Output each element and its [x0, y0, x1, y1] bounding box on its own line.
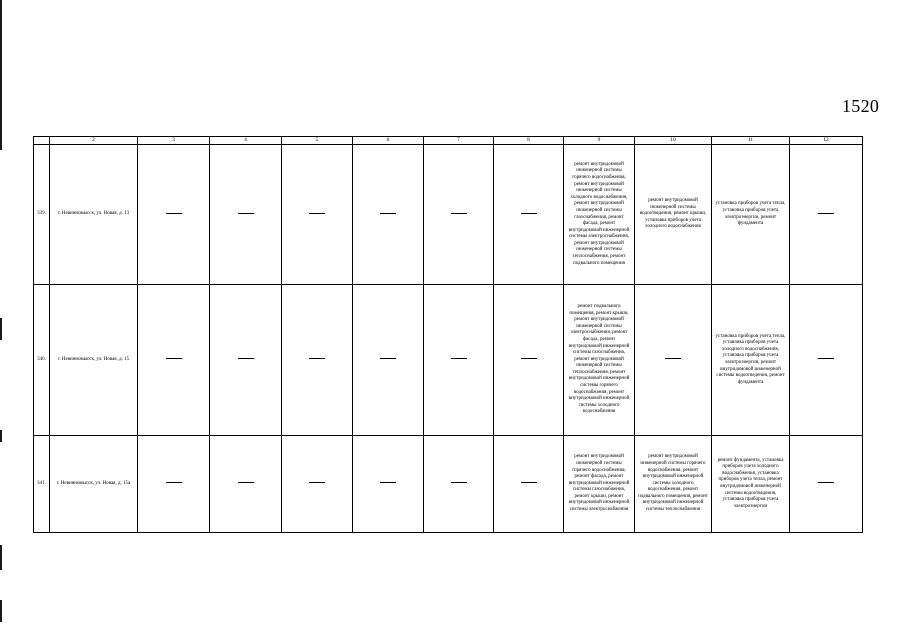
column-number: 10	[635, 137, 712, 145]
works-cell	[564, 145, 635, 285]
empty-cell	[282, 145, 353, 285]
address-cell: г. Невинномысск, ул. Новая, д. 13	[50, 145, 138, 285]
registry-table	[33, 136, 863, 533]
scan-border-line	[0, 0, 2, 150]
dash-mark	[521, 358, 537, 359]
dash-mark	[380, 213, 396, 214]
empty-cell	[138, 285, 210, 436]
empty-cell	[210, 436, 282, 533]
dash-mark	[166, 358, 182, 359]
works-text: ремонт внутридомовой инженерной системы горячего водоснабжения, ремонт внутридомовой инженерной системы холодного водоснабжения, ремонт внутридомовой инженерной системы газоснабжения, ремонт фасада, ремонт внутридомовой инженерной системы электроснабжения, ремонт внутридомовой инженерной системы теплоснабжения, ремонт подвального помещения	[568, 161, 630, 266]
dash-mark	[309, 358, 325, 359]
works-text: установка приборов учета тепла, установка приборов учета холодного водоснабжения, установка приборов учета электроэнергии, ремонт внутридомовой инженерной системы водоотведения, ремонт фундамента	[715, 333, 786, 385]
works-text: ремонт фундамента, установка приборов учета холодного водоснабжения, установка приборов учета тепла, ремонт внутридомовой инженерной системы водоотведения, установка приборов учета электроэнергии	[717, 457, 784, 509]
column-number: 12	[790, 137, 863, 145]
column-number: 11	[712, 137, 790, 145]
column-number: 5	[282, 137, 353, 145]
dash-mark	[451, 482, 467, 483]
dash-mark	[818, 213, 834, 214]
column-number: 6	[353, 137, 424, 145]
column-number: 2	[50, 137, 138, 145]
scan-border-mark	[0, 318, 2, 340]
empty-cell	[790, 285, 863, 436]
empty-cell	[635, 285, 712, 436]
address-cell: г. Невинномысск, ул. Новая, д. 15	[50, 285, 138, 436]
page-number: 1520	[842, 96, 880, 116]
empty-cell	[210, 285, 282, 436]
row-number: 341.	[34, 436, 50, 533]
scan-border-mark	[0, 600, 2, 622]
dash-mark	[451, 358, 467, 359]
dash-mark	[665, 358, 681, 359]
dash-mark	[451, 213, 467, 214]
dash-mark	[238, 213, 254, 214]
empty-cell	[282, 436, 353, 533]
address-cell: г. Невинномысск, ул. Новая, д. 15а	[50, 436, 138, 533]
dash-mark	[309, 482, 325, 483]
empty-cell	[210, 145, 282, 285]
empty-cell	[494, 145, 564, 285]
dash-mark	[238, 482, 254, 483]
works-cell	[712, 145, 790, 285]
empty-cell	[790, 436, 863, 533]
scan-border-mark	[0, 430, 2, 442]
dash-mark	[309, 213, 325, 214]
empty-cell	[282, 285, 353, 436]
row-number: 340.	[34, 285, 50, 436]
empty-cell	[138, 145, 210, 285]
empty-cell	[494, 285, 564, 436]
works-cell	[712, 285, 790, 436]
empty-cell	[424, 285, 494, 436]
works-text: ремонт внутридомовой инженерной системы водоотведения, ремонт крыши, установка приборов учета холодного водоснабжения	[639, 198, 707, 230]
empty-cell	[353, 436, 424, 533]
column-number: 9	[564, 137, 635, 145]
column-number-row	[34, 137, 863, 145]
works-cell	[635, 145, 712, 285]
empty-cell	[353, 145, 424, 285]
column-number: 3	[138, 137, 210, 145]
table-row	[34, 285, 863, 436]
dash-mark	[818, 482, 834, 483]
works-text: ремонт внутридомовой инженерной системы горячего водоснабжения, ремонт внутридомовой инженерной системы холодного водоснабжения, ремонт подвального помещения, ремонт внутридомовой инженерной системы теплоснабжения	[638, 454, 708, 513]
dash-mark	[521, 213, 537, 214]
dash-mark	[818, 358, 834, 359]
works-text: установка приборов учета тепла, установка приборов учета электроэнергии, ремонт фундамента	[715, 201, 786, 227]
empty-cell	[790, 145, 863, 285]
works-cell	[635, 436, 712, 533]
scan-border-mark	[0, 545, 2, 570]
dash-mark	[166, 213, 182, 214]
dash-mark	[521, 482, 537, 483]
dash-mark	[380, 358, 396, 359]
works-cell	[712, 436, 790, 533]
works-cell	[564, 436, 635, 533]
table-row	[34, 145, 863, 285]
table-row	[34, 436, 863, 533]
empty-cell	[494, 436, 564, 533]
works-text: ремонт подвального помещения, ремонт крыши, ремонт внутридомовой инженерной системы электроснабжения, ремонт фасада, ремонт внутридомовой инженерной системы газоснабжения, ремонт внутридомовой инженерной системы теплоснабжения, ремонт внутридомовой инженерной системы горячего водоснабжения, ремонт внутридомовой инженерной системы холодного водоснабжения	[568, 303, 630, 415]
works-cell	[564, 285, 635, 436]
row-number: 339.	[34, 145, 50, 285]
empty-cell	[353, 285, 424, 436]
empty-cell	[138, 436, 210, 533]
column-number: 8	[494, 137, 564, 145]
dash-mark	[166, 482, 182, 483]
dash-mark	[380, 482, 396, 483]
column-number: 4	[210, 137, 282, 145]
empty-cell	[424, 436, 494, 533]
column-number: 7	[424, 137, 494, 145]
dash-mark	[238, 358, 254, 359]
works-text: ремонт внутридомовой инженерной системы горячего водоснабжения, ремонт фасада, ремонт внутридомовой инженерной системы газоснабжения, ремонт крыши, ремонт внутридомовой инженерной системы электроснабжения	[568, 454, 630, 513]
column-number	[34, 137, 50, 145]
empty-cell	[424, 145, 494, 285]
